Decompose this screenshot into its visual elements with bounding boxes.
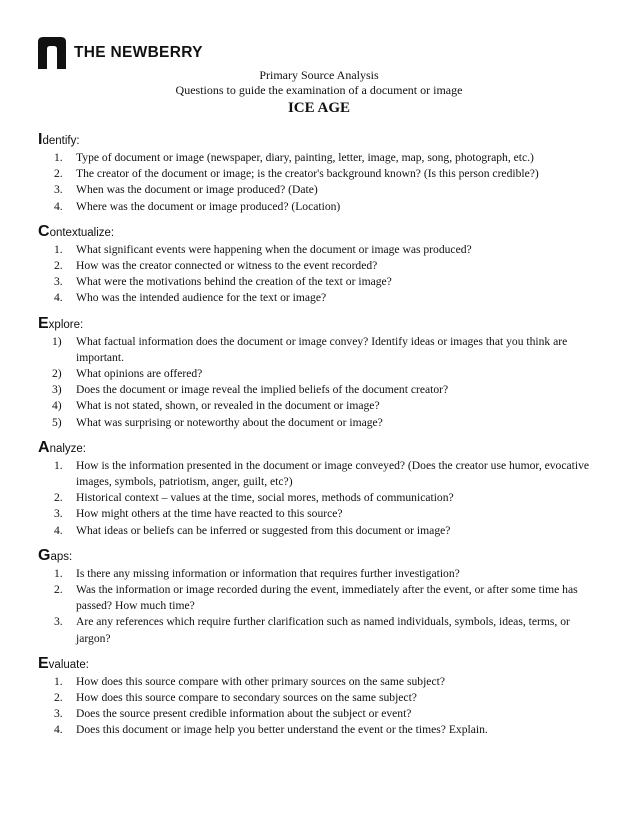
section-heading: Evaluate: [38, 654, 89, 672]
question-item: 4. Does this document or image help you better understand the event or the times? Explain. [54, 723, 488, 737]
question-item: 2. The creator of the document or image; is the creator's background known? (Is this person credible?) [54, 167, 539, 181]
section-heading: Gaps: [38, 546, 73, 564]
section-heading: Contextualize: [38, 222, 115, 240]
question-item: 3. How might others at the time have reacted to this source? [54, 507, 343, 521]
question-item: 4) What is not stated, shown, or revealed in the document or image? [52, 399, 380, 413]
question-item: 3. When was the document or image produced? (Date) [54, 183, 318, 197]
question-item: 1) What factual information does the document or image convey? Identify ideas or images that you think are important. [52, 334, 568, 364]
sections-container [38, 131, 604, 747]
question-list [38, 242, 604, 307]
section-identify [38, 131, 604, 215]
question-item: 4. What ideas or beliefs can be inferred or suggested from this document or image? [54, 523, 451, 537]
question-item: 4. Where was the document or image produced? (Location) [54, 199, 341, 213]
question-item: 2. How was the creator connected or witness to the event recorded? [54, 259, 378, 273]
question-item: 3. Are any references which require further clarification such as named individuals, symbols, ideas, terms, or jargon? [54, 615, 570, 645]
question-item: 1. What significant events were happening when the document or image was produced? [54, 242, 472, 256]
logo-text: THE NEWBERRY [74, 44, 203, 61]
section-explore [38, 315, 604, 431]
question-item: 2. Was the information or image recorded during the event, immediately after the event, or after some time has passed? How much time? [54, 583, 578, 613]
section-contextualize [38, 223, 604, 307]
question-item: 1. Is there any missing information or information that requires further investigation? [54, 566, 460, 580]
document-title: Primary Source Analysis [259, 68, 379, 82]
topic-title: ICE AGE [287, 100, 351, 116]
document-subtitle: Questions to guide the examination of a document or image [175, 83, 463, 97]
question-item: 5) What was surprising or noteworthy about the document or image? [52, 415, 383, 429]
section-heading: Explore: [38, 314, 84, 332]
question-list [38, 150, 604, 215]
section-evaluate [38, 655, 604, 739]
question-item: 1. Type of document or image (newspaper, diary, painting, letter, image, map, song, photograph, etc.) [54, 151, 534, 164]
question-list [38, 674, 604, 739]
question-item: 3) Does the document or image reveal the implied beliefs of the document creator? [52, 383, 449, 397]
section-heading: Analyze: [38, 438, 86, 456]
section-analyze [38, 439, 604, 539]
newberry-logo [38, 37, 203, 69]
document-header [0, 68, 638, 118]
question-item: 3. Does the source present credible information about the subject or event? [54, 707, 412, 721]
question-item: 1. How is the information presented in the document or image conveyed? (Does the creator use humor, evocative images, symbols, patriotism, anger, guilt, etc?) [54, 458, 590, 489]
section-heading: Identify: [38, 131, 80, 148]
question-item: 3. What were the motivations behind the creation of the text or image? [54, 275, 392, 289]
newberry-logo-icon [38, 37, 66, 69]
question-item: 2) What opinions are offered? [52, 367, 203, 381]
question-item: 2. How does this source compare to secondary sources on the same subject? [54, 691, 417, 705]
section-gaps [38, 547, 604, 647]
question-item: 1. How does this source compare with other primary sources on the same subject? [54, 674, 445, 688]
question-item: 2. Historical context – values at the time, social mores, methods of communication? [54, 491, 454, 505]
question-list [38, 458, 604, 539]
question-list [38, 334, 604, 431]
question-list [38, 566, 604, 647]
question-item: 4. Who was the intended audience for the text or image? [54, 291, 327, 305]
